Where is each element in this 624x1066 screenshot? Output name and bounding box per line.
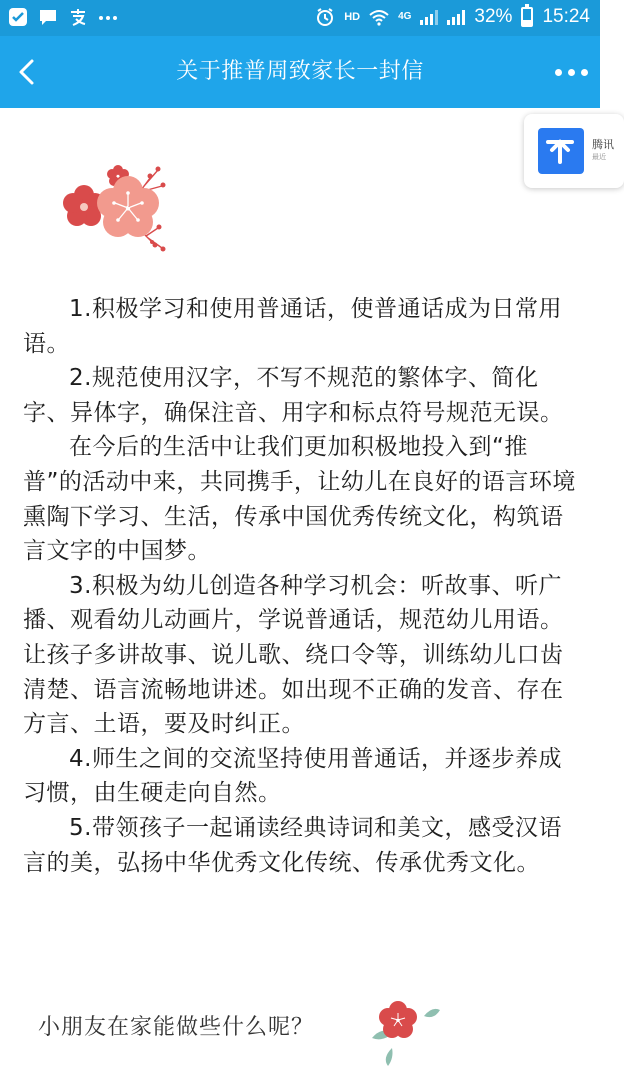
article-paragraph: 2.规范使用汉字，不写不规范的繁体字、简化字、异体字，确保注音、用字和标点符号规范无误。 bbox=[23, 365, 564, 426]
status-right-icons bbox=[315, 6, 590, 28]
signal-icon-2 bbox=[447, 9, 465, 25]
page-title: 关于推普周致家长一封信 bbox=[176, 59, 424, 84]
signal-icon bbox=[420, 9, 438, 25]
status-time: 15:24 bbox=[542, 6, 590, 27]
battery-icon bbox=[521, 7, 533, 27]
wifi-icon bbox=[369, 7, 389, 27]
article-paragraph: 3.积极为幼儿创造各种学习机会：听故事、听广播、观看幼儿动画片，学说普通话，规范幼儿用语。让孩子多讲故事、说儿歌、绕口令等，训练幼儿口齿清楚、语言流畅地讲述。如出现不正确的发音、存在方言、土语，要及时纠正。 bbox=[23, 572, 564, 738]
article-paragraph: 在今后的生活中让我们更加积极地投入到“推普”的活动中来，共同携手，让幼儿在良好的语言环境熏陶下学习、生活，传承中国优秀传统文化，构筑语言文字的中国梦。 bbox=[23, 434, 576, 565]
network-type-label: 4G bbox=[398, 11, 412, 22]
article-paragraph: 5.带领孩子一起诵读经典诗词和美文，感受汉语言的美，弘扬中华优秀文化传统、传承优秀文化。 bbox=[23, 814, 562, 876]
translate-card-name: 腾讯 bbox=[592, 138, 614, 151]
plum-blossom-illustration bbox=[58, 158, 174, 264]
title-bar bbox=[0, 36, 600, 108]
article-paragraph: 4.师生之间的交流坚持使用普通话，并逐步养成习惯，由生硬走向自然。 bbox=[23, 745, 562, 807]
chevron-left-icon bbox=[17, 58, 35, 86]
more-horizontal-icon-dot bbox=[581, 69, 588, 76]
status-left-icons bbox=[8, 7, 118, 27]
more-dots-icon bbox=[98, 7, 118, 27]
translate-card-subtitle: 最近 bbox=[592, 153, 606, 161]
app-check-icon bbox=[8, 7, 28, 27]
more-horizontal-icon-dot bbox=[555, 69, 562, 76]
battery-percent: 32% bbox=[474, 6, 513, 27]
more-button[interactable] bbox=[555, 60, 588, 84]
chat-bubble-icon bbox=[38, 7, 58, 27]
flower-leaf-icon bbox=[362, 996, 442, 1066]
translate-float-card[interactable] bbox=[524, 114, 624, 188]
back-button[interactable] bbox=[6, 50, 46, 94]
section-heading: 小朋友在家能做些什么呢？ bbox=[38, 1015, 315, 1040]
translate-logo-icon bbox=[538, 128, 584, 174]
alipay-icon bbox=[68, 7, 88, 27]
alarm-icon bbox=[315, 7, 335, 27]
hd-label: HD bbox=[344, 11, 361, 23]
article-paragraph: 1.积极学习和使用普通话，使普通话成为日常用语。 bbox=[23, 296, 562, 357]
more-horizontal-icon-dot bbox=[568, 69, 575, 76]
article-body bbox=[23, 292, 579, 880]
status-bar bbox=[0, 0, 600, 36]
